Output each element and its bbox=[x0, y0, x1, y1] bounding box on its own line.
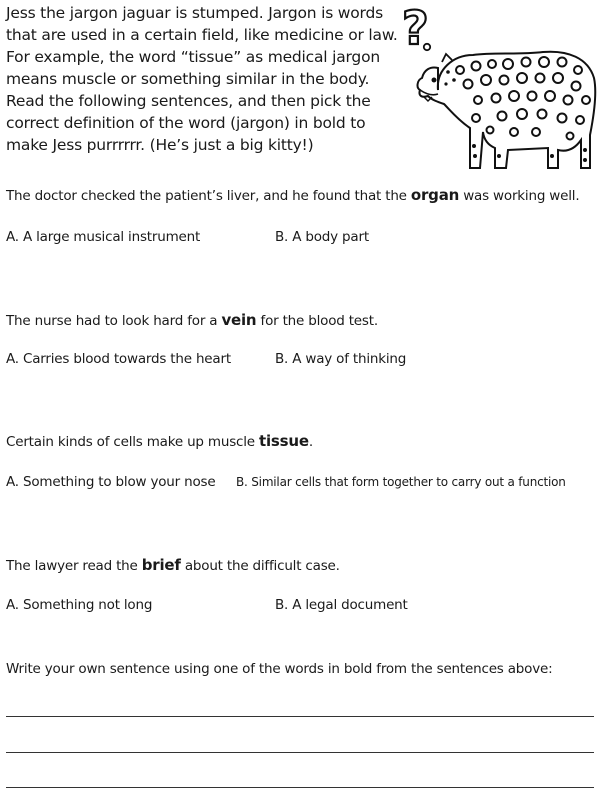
option-b[interactable]: B. A legal document bbox=[275, 597, 408, 613]
intro-line: For example, the word “tissue” as medical jargon bbox=[6, 48, 380, 66]
question-4 bbox=[6, 556, 340, 574]
option-a[interactable]: A. Carries blood towards the heart bbox=[6, 351, 231, 367]
question-2 bbox=[6, 311, 378, 329]
option-b[interactable]: B. A way of thinking bbox=[275, 351, 407, 367]
jargon-word: tissue bbox=[259, 432, 309, 450]
intro-line: means muscle or something similar in the body. bbox=[6, 70, 370, 88]
option-b[interactable]: B. Similar cells that form together to carry out a function bbox=[236, 475, 566, 489]
question-text: The nurse had to look hard for a bbox=[6, 313, 222, 329]
option-a[interactable]: A. A large musical instrument bbox=[6, 229, 201, 245]
question-text: for the blood test. bbox=[256, 313, 378, 329]
question-1 bbox=[6, 186, 579, 204]
question-text: The doctor checked the patient’s liver, and he found that the bbox=[6, 188, 411, 204]
intro-line: Read the following sentences, and then pick the bbox=[6, 92, 371, 110]
question-3 bbox=[6, 432, 313, 450]
jargon-word: vein bbox=[221, 311, 257, 329]
question-mark-icon: ? bbox=[402, 1, 429, 55]
question-text: The lawyer read the bbox=[6, 558, 142, 574]
option-a[interactable]: A. Something not long bbox=[6, 597, 153, 613]
question-text: was working well. bbox=[459, 188, 580, 204]
writing-prompt: Write your own sentence using one of the words in bold from the sentences above: bbox=[6, 661, 553, 677]
option-a[interactable]: A. Something to blow your nose bbox=[6, 474, 216, 490]
answer-line[interactable] bbox=[6, 787, 594, 788]
question-text: about the difficult case. bbox=[180, 558, 340, 574]
jargon-word: brief bbox=[141, 556, 181, 574]
intro-paragraph bbox=[6, 2, 401, 156]
option-b[interactable]: B. A body part bbox=[275, 229, 369, 245]
answer-line[interactable] bbox=[6, 716, 594, 717]
jaguar-icon bbox=[398, 0, 598, 175]
answer-line[interactable] bbox=[6, 752, 594, 753]
intro-line: correct definition of the word (jargon) in bold to bbox=[6, 114, 366, 132]
intro-line: make Jess purrrrrr. (He’s just a big kitty!) bbox=[6, 136, 314, 154]
question-text: . bbox=[308, 434, 313, 450]
jargon-word: organ bbox=[410, 186, 460, 204]
question-text: Certain kinds of cells make up muscle bbox=[6, 434, 260, 450]
intro-line: that are used in a certain field, like medicine or law. bbox=[6, 26, 398, 44]
intro-line: Jess the jargon jaguar is stumped. Jargon is words bbox=[6, 4, 383, 22]
